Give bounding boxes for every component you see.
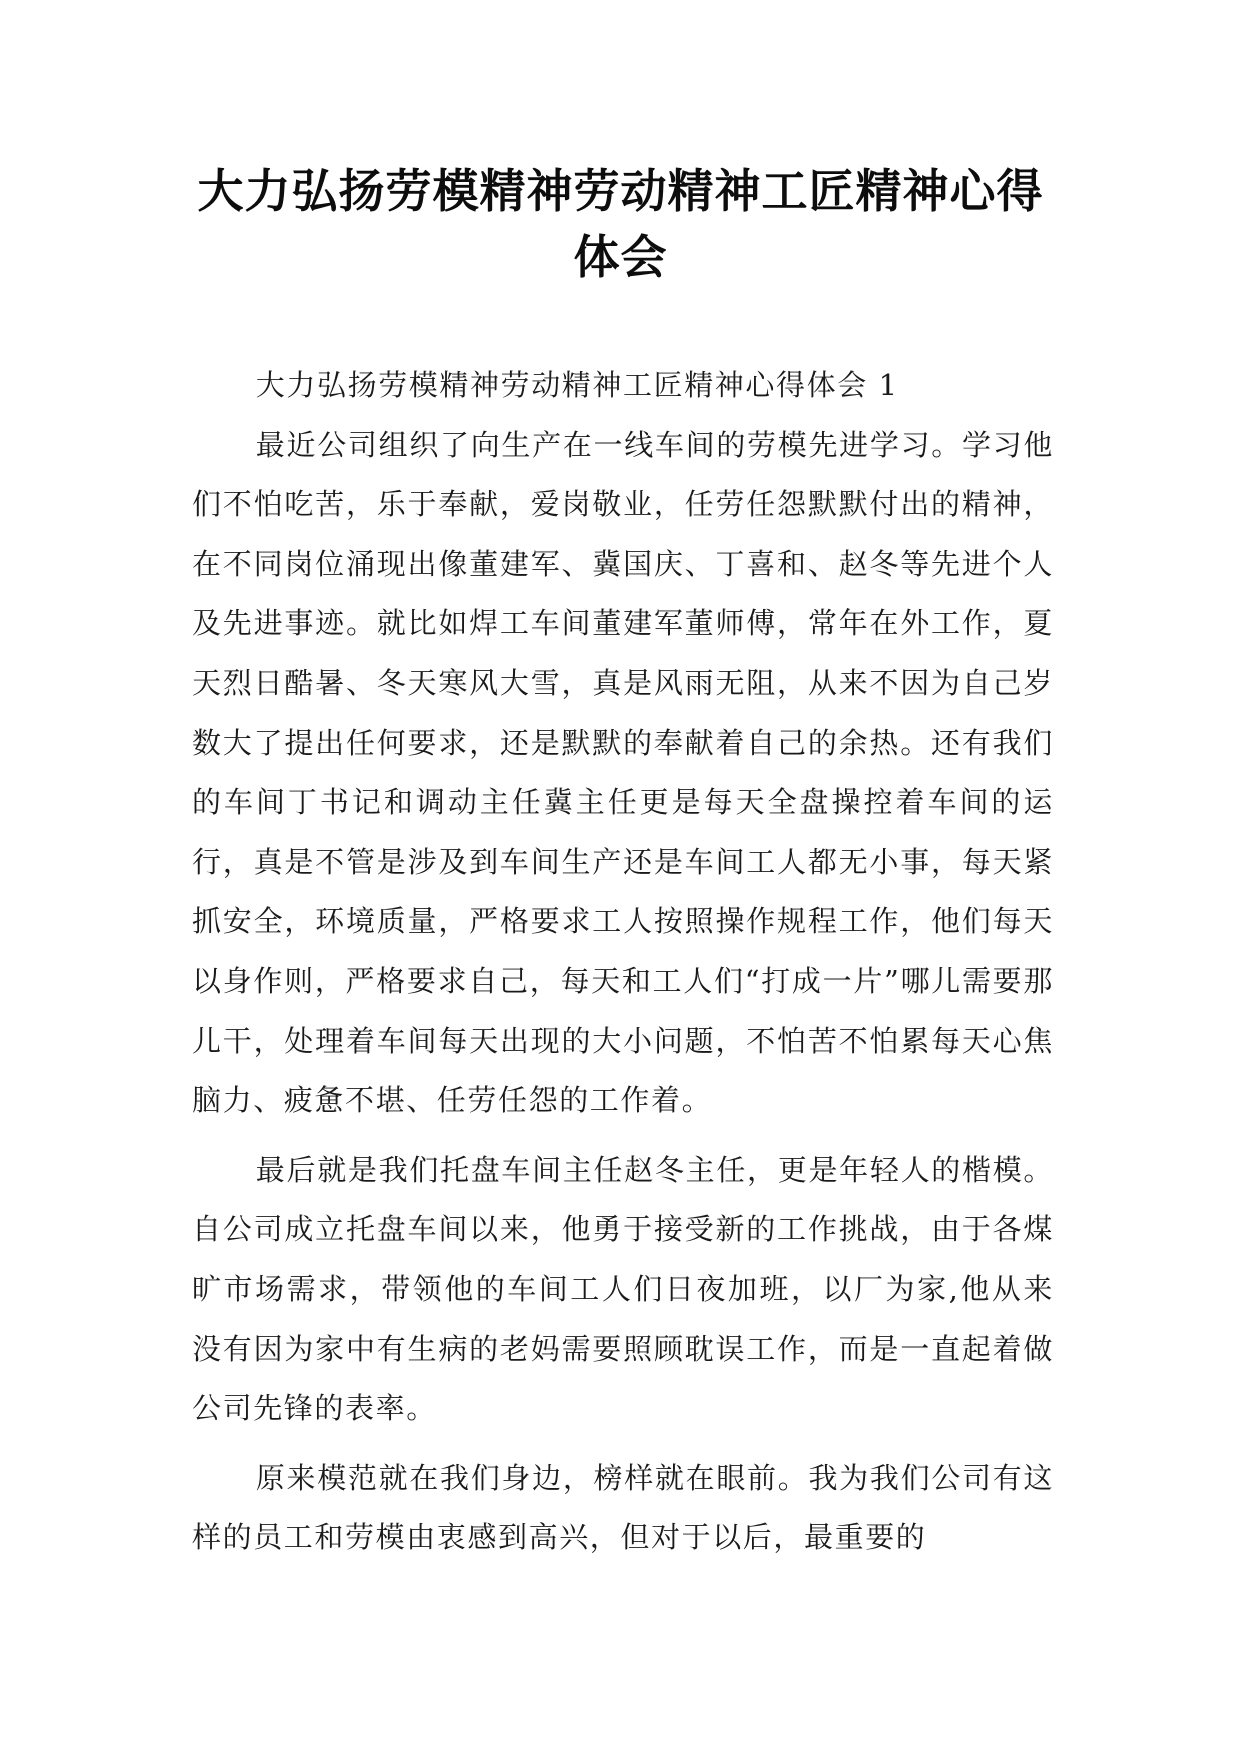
document-title	[150, 158, 1091, 290]
paragraph-1: 最近公司组织了向生产在一线车间的劳模先进学习。学习他们不怕吃苦，乐于奉献，爱岗敬业，任劳任怨默默付出的精神，在不同岗位涌现出像董建军、冀国庆、丁喜和、赵冬等先进个人及先进事迹。就比如焊工车间董建军董师傅，常年在外工作，夏天烈日酷暑、冬天寒风大雪，真是风雨无阻，从来不因为自己岁数大了提出任何要求，还是默默的奉献着自己的余热。还有我们的车间丁书记和调动主任冀主任更是每天全盘操控着车间的运行，真是不管是涉及到车间生产还是车间工人都无小事，每天紧抓安全，环境质量，严格要求工人按照操作规程工作，他们每天以身作则，严格要求自己，每天和工人们“打成一片”哪儿需要那儿干，处理着车间每天出现的大小问题，不怕苦不怕累每天心焦脑力、疲惫不堪、任劳任怨的工作着。	[192, 427, 1054, 1118]
paragraph-3: 原来模范就在我们身边，榜样就在眼前。我为我们公司有这样的员工和劳模由衷感到高兴，但对于以后，最重要的	[192, 1460, 1054, 1555]
section-heading: 大力弘扬劳模精神劳动精神工匠精神心得体会 1	[255, 368, 899, 402]
document-title-line-1: 大力弘扬劳模精神劳动精神工匠精神心得	[197, 164, 1044, 218]
document-title-line-2: 体会	[573, 230, 668, 284]
paragraph-2: 最后就是我们托盘车间主任赵冬主任，更是年轻人的楷模。自公司成立托盘车间以来，他勇于接受新的工作挑战，由于各煤旷市场需求，带领他的车间工人们日夜加班，以厂为家,他从来没有因为家中有生病的老妈需要照顾耽误工作，而是一直起着做公司先锋的表率。	[192, 1152, 1054, 1426]
document-body	[192, 356, 1054, 1568]
